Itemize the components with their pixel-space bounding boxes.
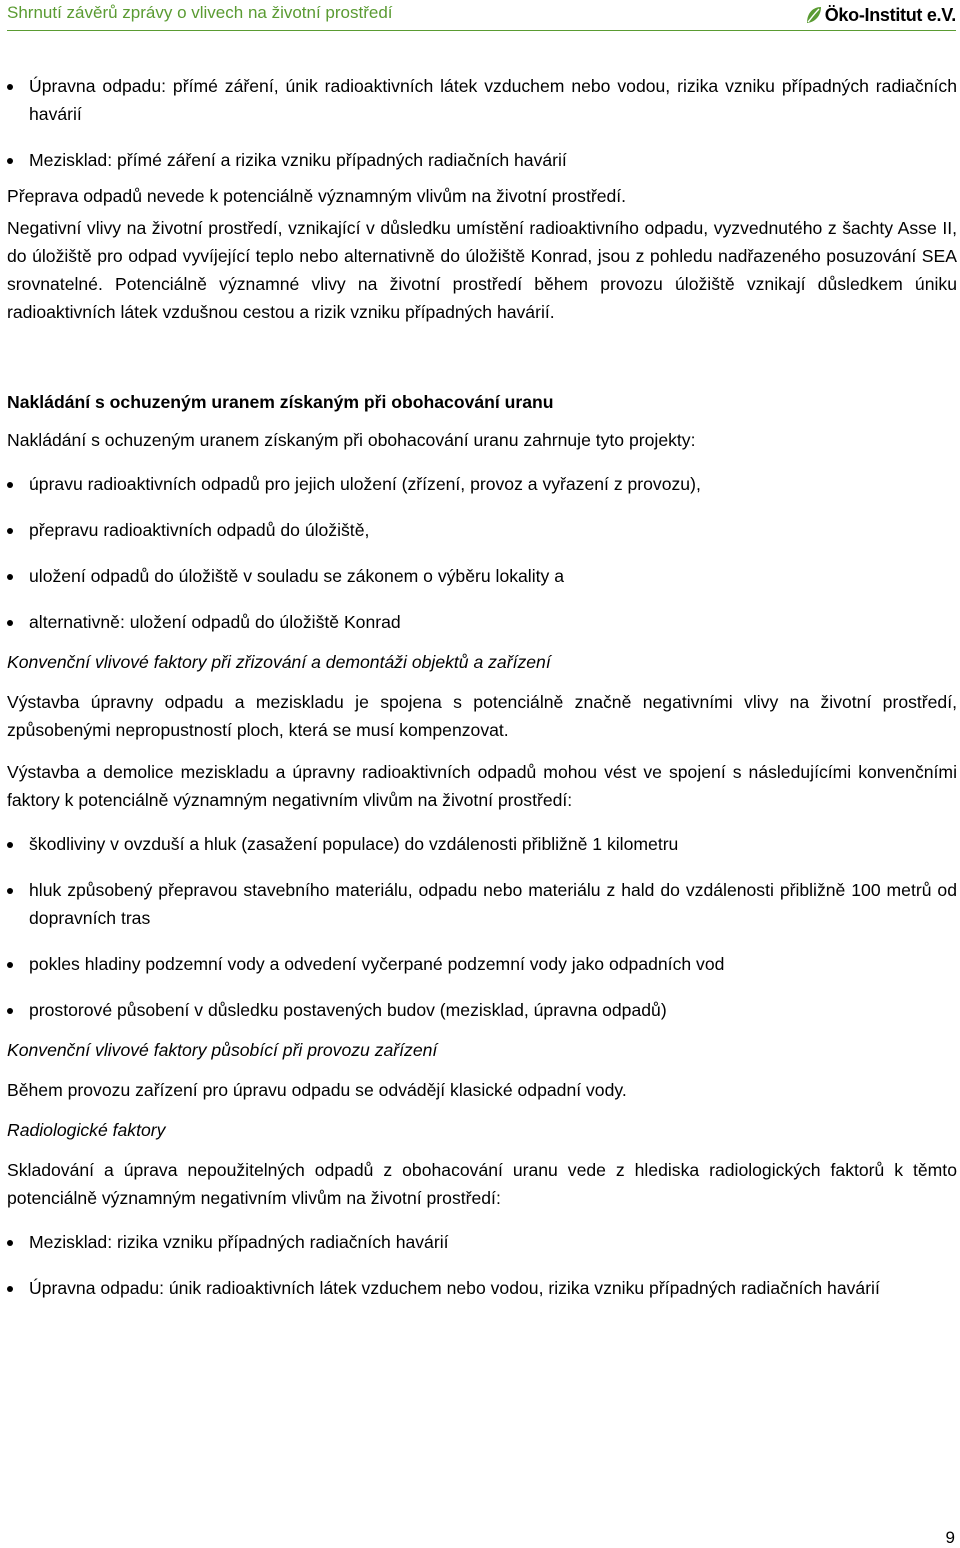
- header-title: Shrnutí závěrů zprávy o vlivech na životní prostředí: [7, 3, 393, 22]
- list-item: pokles hladiny podzemní vody a odvedení vyčerpané podzemní vody jako odpadních vod: [7, 950, 957, 978]
- subheading-radiological-factors: Radiologické faktory: [7, 1120, 166, 1140]
- section-heading: Nakládání s ochuzeným uranem získaným při obohacování uranu: [7, 392, 554, 412]
- subheading-construction-factors: Konvenční vlivové faktory při zřizování a demontáži objektů a zařízení: [7, 652, 551, 672]
- list-item: Úpravna odpadu: únik radioaktivních látek vzduchem nebo vodou, rizika vzniku případných radiačních havárií: [7, 1274, 957, 1302]
- document-body: [7, 72, 957, 1320]
- paragraph-demolition: Výstavba a demolice meziskladu a úpravny radioaktivních odpadů mohou vést ve spojení s následujícími konvenčními faktory k potenciálně významným negativním vlivům na životní prostředí:: [7, 762, 957, 810]
- list-item: úpravu radioaktivních odpadů pro jejich uložení (zřízení, provoz a vyřazení z provozu),: [7, 470, 957, 498]
- list-item: hluk způsobený přepravou stavebního materiálu, odpadu nebo materiálu z hald do vzdálenosti přibližně 100 metrů od dopravních tras: [7, 876, 957, 932]
- list-item: přepravu radioaktivních odpadů do úložiště,: [7, 516, 957, 544]
- list-item: alternativně: uložení odpadů do úložiště Konrad: [7, 608, 957, 636]
- list-item: škodliviny v ovzduší a hluk (zasažení populace) do vzdálenosti přibližně 1 kilometru: [7, 830, 957, 858]
- list-item: uložení odpadů do úložiště v souladu se zákonem o výběru lokality a: [7, 562, 957, 590]
- oko-institut-logo: [805, 3, 956, 27]
- list-item: Mezisklad: přímé záření a rizika vzniku případných radiačních havárií: [7, 146, 957, 174]
- subheading-operation-factors: Konvenční vlivové faktory působící při provozu zařízení: [7, 1040, 438, 1060]
- paragraph-construction: Výstavba úpravny odpadu a meziskladu je spojena s potenciálně značně negativními vlivy na životní prostředí, způsobenými nepropustností ploch, která se musí kompenzovat.: [7, 692, 957, 740]
- page-header: [0, 0, 960, 30]
- paragraph-operation: Během provozu zařízení pro úpravu odpadu se odvádějí klasické odpadní vody.: [7, 1080, 627, 1100]
- paragraph-radiological: Skladování a úprava nepoužitelných odpadů z obohacování uranu vede z hlediska radiologických faktorů k těmto potenciálně významným negativním vlivům na životní prostředí:: [7, 1160, 957, 1208]
- header-rule: [7, 30, 956, 31]
- leaf-icon: [805, 5, 823, 25]
- list-item: Úpravna odpadu: přímé záření, únik radioaktivních látek vzduchem nebo vodou, rizika vzniku případných radiačních havárií: [7, 72, 957, 128]
- paragraph-transport: Přeprava odpadů nevede k potenciálně významným vlivům na životní prostředí.: [7, 186, 627, 206]
- list-item: prostorové působení v důsledku postavených budov (mezisklad, úpravna odpadů): [7, 996, 957, 1024]
- section-intro: Nakládání s ochuzeným uranem získaným při obohacování uranu zahrnuje tyto projekty:: [7, 430, 696, 450]
- page-number: 9: [945, 1528, 955, 1547]
- logo-text: Öko-Institut e.V.: [824, 4, 956, 25]
- paragraph-negative-impacts: Negativní vlivy na životní prostředí, vznikající v důsledku umístění radioaktivního odpadu, vyzvednutého z šachty Asse II, do úložiště pro odpad vyvíjející teplo nebo alternativně do úložiště Konrad, jsou z pohledu nadřazeného posuzování SEA srovnatelné. Potenciálně významné vlivy na životní prostředí během provozu úložiště vznikají důsledkem úniku radioaktivních látek vzdušnou cestou a rizik vzniku případných havárií.: [7, 218, 957, 322]
- list-item: Mezisklad: rizika vzniku případných radiačních havárií: [7, 1228, 957, 1256]
